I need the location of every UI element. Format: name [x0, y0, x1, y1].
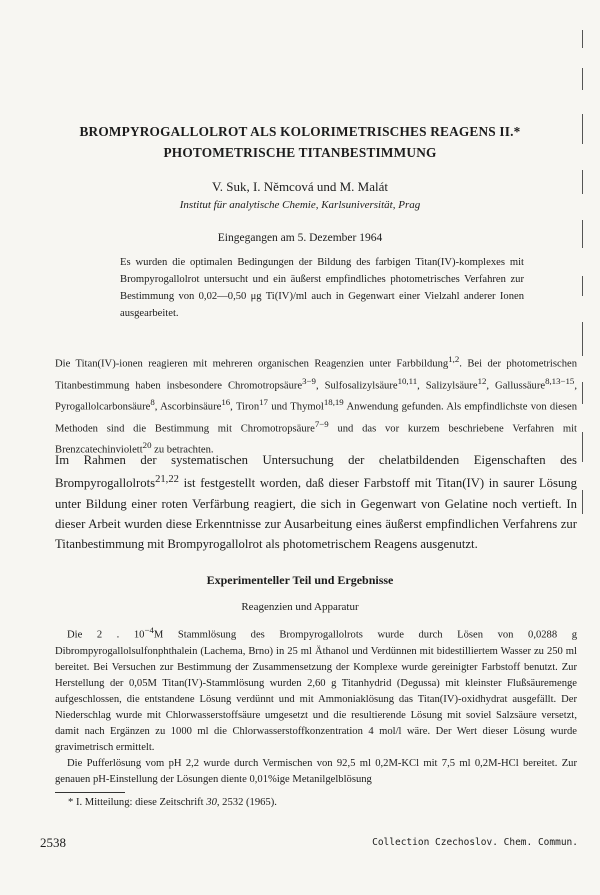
aim-paragraph: Im Rahmen der systematischen Untersuchung der chelatbildenden Eigenschaften des Brompyrogallolrots$^{21,22}$ ist festgestellt worden, daß dieser Farbstoff mit Titan(IV) in saurer Lösung unter Bildung einer roten Verfärbung reagiert, die sich in Gegenwart von Gelatine noch vertieft. In dieser Arbeit wurden diese Erkenntnisse zur Ausarbeitung eines äußerst empfindlichen Verfahrens zur Titanbestimmung mit Brompyrogallolrot als photometrischem Reagens ausgenutzt.	[55, 453, 577, 552]
journal-name: Collection Czechoslov. Chem. Commun.	[372, 837, 578, 848]
footnote-rule	[55, 792, 125, 793]
subsection-heading: Reagenzien und Apparatur	[241, 601, 359, 613]
institute: Institut für analytische Chemie, Karlsuniversität, Prag	[179, 199, 421, 211]
buffer-paragraph: Die Pufferlösung vom pH 2,2 wurde durch Vermischen von 92,5 ml 0,2M-KCl mit 7,5 ml 0,2M-HCl bereitet. Zur genauen pH-Einstellung der Lösungen diente 0,01%ige Metanilgelblösung	[55, 757, 577, 785]
title-line-2: PHOTOMETRISCHE TITANBESTIMMUNG	[163, 145, 437, 160]
margin-marks	[580, 30, 586, 550]
title-line-1: BROMPYROGALLOLROT ALS KOLORIMETRISCHES REAGENS II.*	[79, 124, 521, 139]
introduction-paragraph: Die Titan(IV)-ionen reagieren mit mehreren organischen Reagenzien unter Farbbildung$^{1,2}$. Bei der photometrischen Titanbestimmung haben insbesondere Chromotropsäure$^{3-9}$, Sulfosalizylsäure$^{10,11}$, Salizylsäure$^{12}$, Gallussäure$^{8,13-15}$, Pyrogallolcarbonsäure$^8$, Ascorbinsäure$^{16}$, Tiron$^{17}$ und Thymol$^{18,19}$ Anwendung gefunden. Als empfindlichste von diesen Methoden sind die Bestimmung mit Chromotropsäure$^{7-9}$ und das vor kurzem beschriebene Verfahren mit Brenzcatechinviolett$^{20}$ zu betrachten.	[55, 354, 578, 456]
footnote: * I. Mitteilung: diese Zeitschrift 30, 2532 (1965).	[68, 797, 277, 808]
received-date: Eingegangen am 5. Dezember 1964	[217, 232, 383, 244]
experimental-text	[55, 622, 577, 788]
article-title	[40, 121, 560, 163]
page-number: 2538	[40, 835, 66, 850]
section-heading: Experimenteller Teil und Ergebnisse	[206, 573, 394, 587]
authors: V. Suk, I. Němcová und M. Malát	[212, 179, 388, 194]
abstract: Es wurden die optimalen Bedingungen der Bildung des farbigen Titan(IV)-komplexes mit Brompyrogallolrot untersucht und ein äußerst empfindliches photometrisches Verfahren zur Bestimmung von 0,02—0,50 μg Ti(IV)/ml auch in Gegenwart einer Vielzahl anderer Ionen ausgearbeitet.	[120, 257, 524, 319]
reagents-paragraph: Die 2 . $10^{-4}M$ Stammlösung des Brompyrogallolrots wurde durch Lösen von 0,0288 g Dibrompyrogallolsulfonphthalein (Lachema, Brno) in 25 ml Äthanol und Verdünnen mit bidestilliertem Wasser zu 250 ml bereitet. Bei Versuchen zur Bestimmung der Zusammensetzung der Komplexe wurde gereinigter Farbstoff benutzt. Zur Herstellung der 0,05M Titan(IV)-Stammlösung wurden 2,60 g Titanhydrid (Degussa) mit kleinster Flußsäuremenge aufgeschlossen, die entstandene Lösung verdünnt und mit Ammoniaklösung das Titan(IV)-oxidhydrat ausgefällt. Der Niederschlag wurde mit Chlorwasserstoffsäure umgesetzt und die resultierende Lösung mit soviel Salzsäure versetzt, damit nach Ergänzen zu 1000 ml die Chlorwasserstoffkonzentration 4 mol/l wäre. Der Wert dieser Lösung wurde gravimetrisch ermittelt.	[55, 625, 577, 753]
